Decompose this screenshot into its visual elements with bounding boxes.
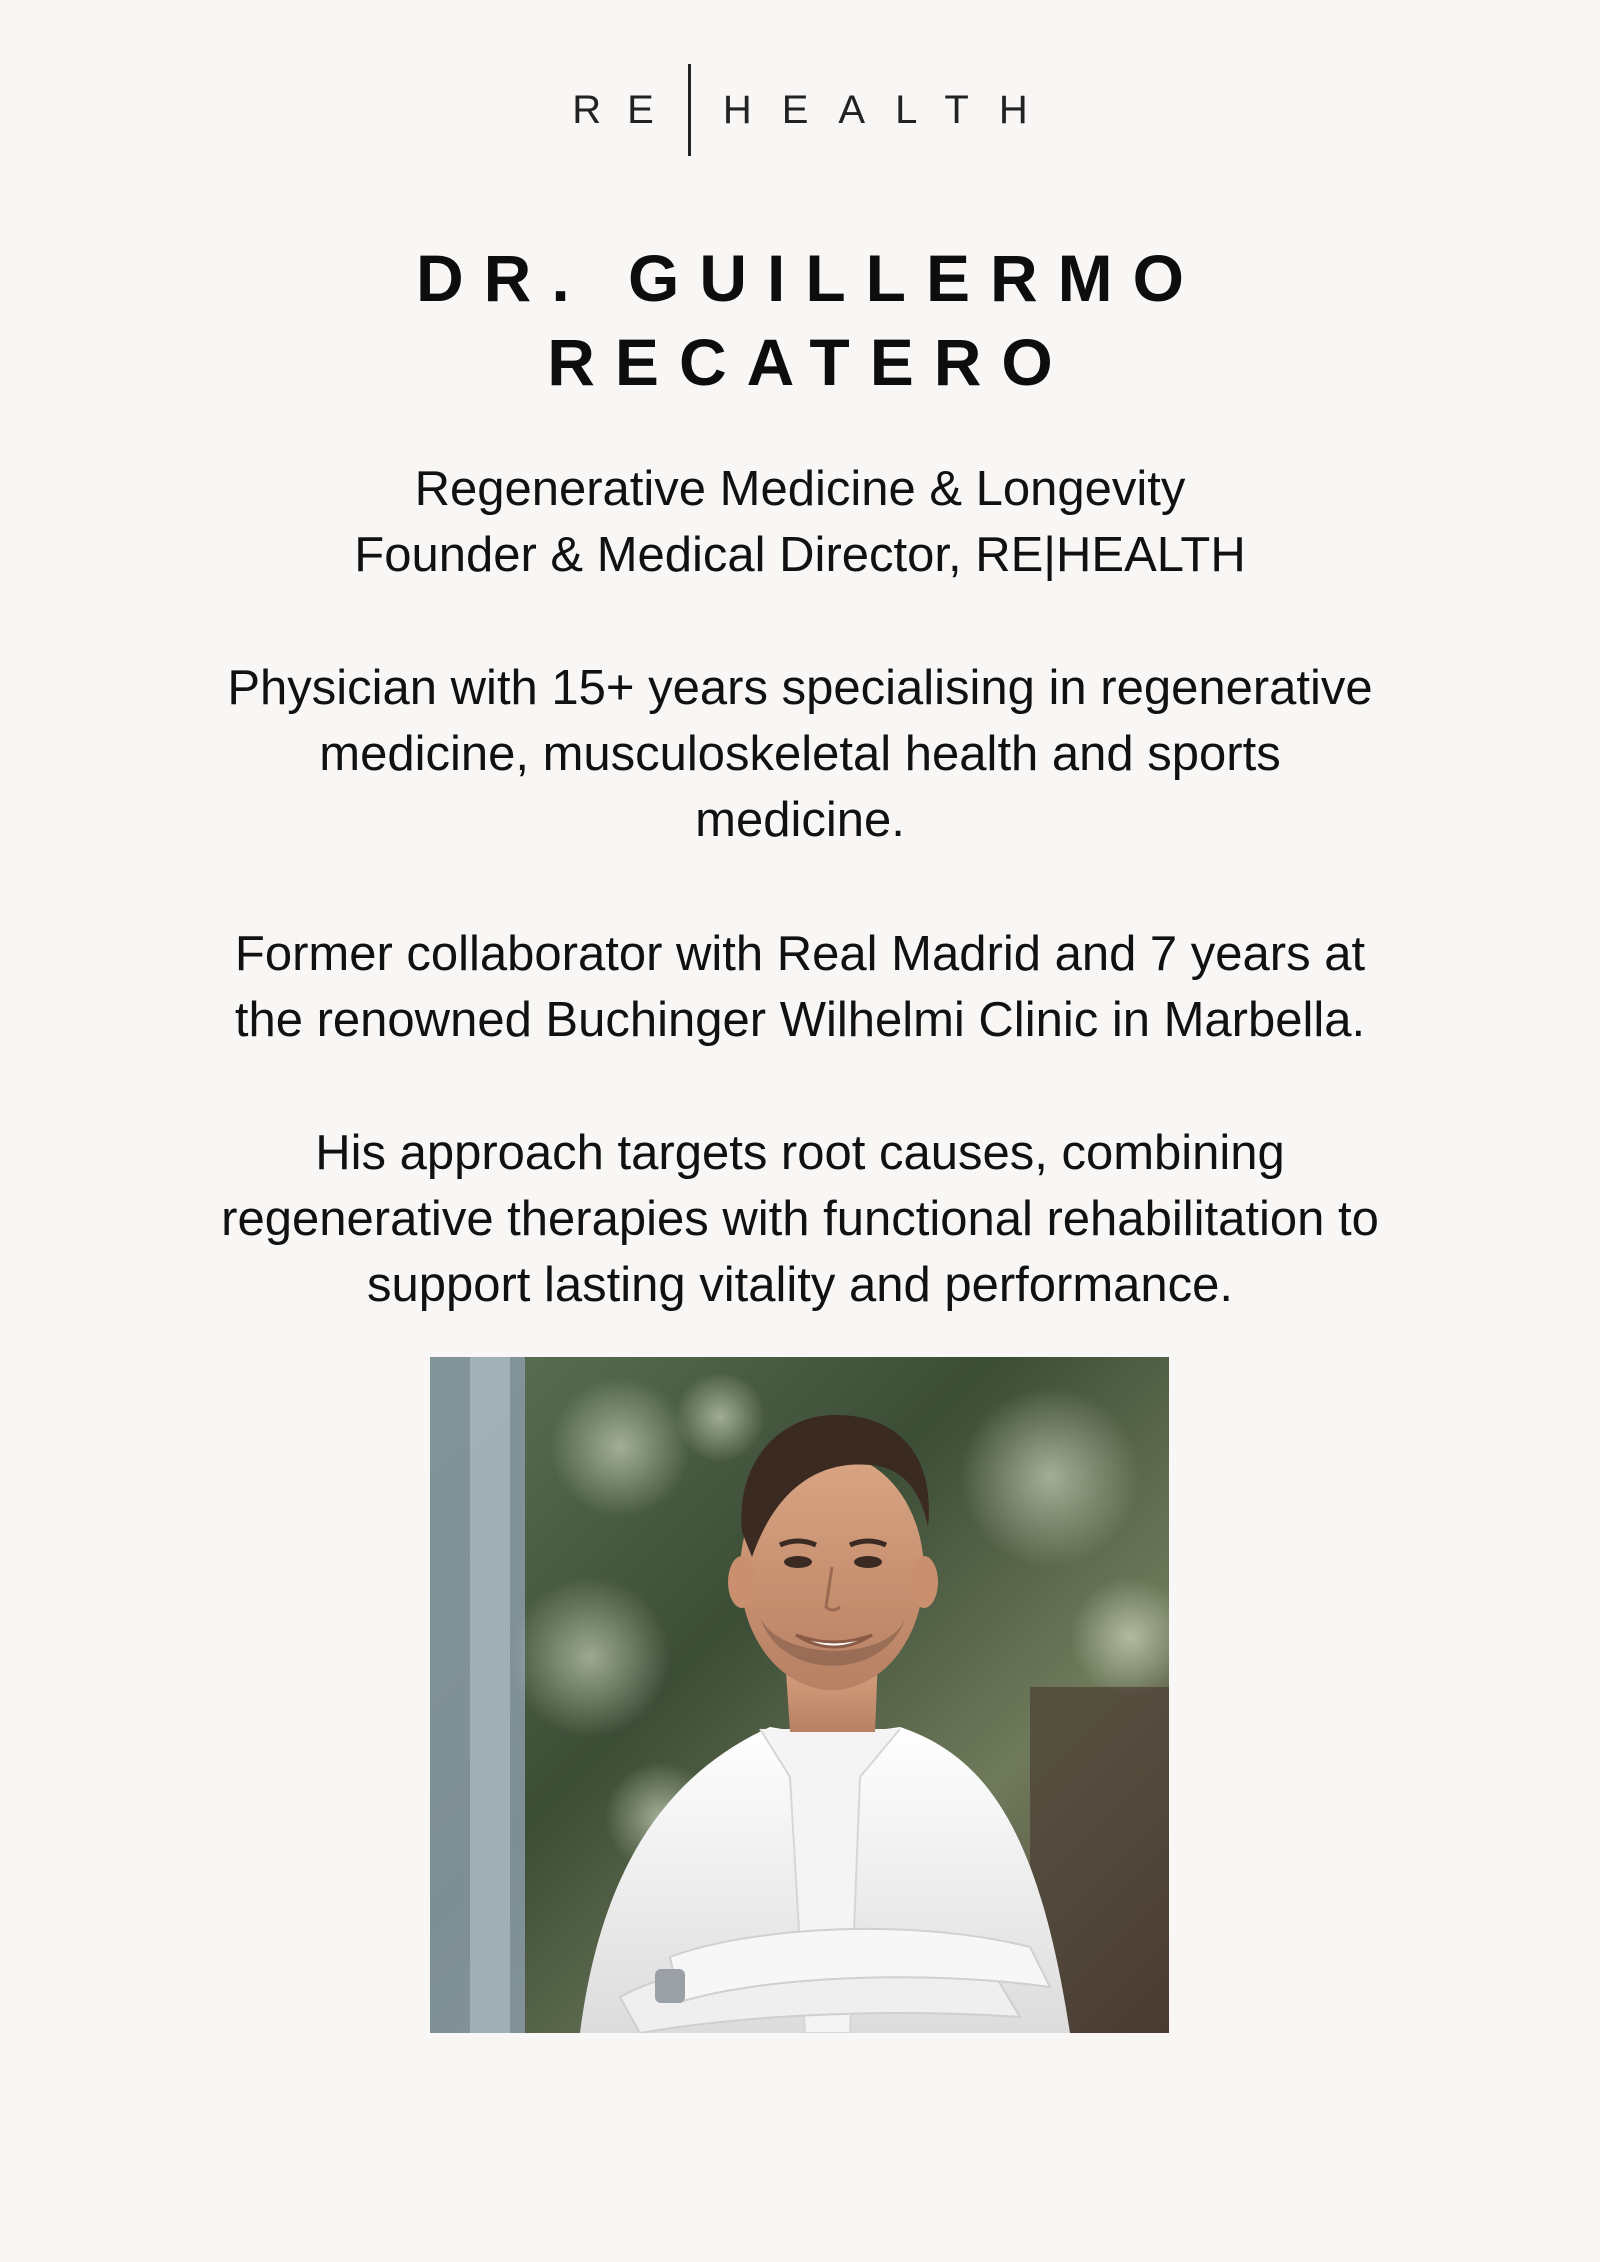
doctor-name-line-1: DR. GUILLERMO xyxy=(416,241,1204,315)
bio-line: the renowned Buchinger Wilhelmi Clinic in Marbella. xyxy=(234,993,1366,1047)
logo-divider xyxy=(688,64,691,156)
bio-paragraph-approach xyxy=(0,1120,1600,1318)
doctor-portrait-photo xyxy=(430,1357,1169,2033)
portrait-illustration xyxy=(430,1357,1169,2033)
doctor-name xyxy=(0,236,1600,404)
doctor-name-line-2: RECATERO xyxy=(547,325,1073,399)
bio-line: support lasting vitality and performance. xyxy=(366,1258,1234,1312)
role-specialty: Regenerative Medicine & Longevity xyxy=(414,462,1186,516)
bio-line: Physician with 15+ years specialising in regenerative xyxy=(227,661,1373,715)
brand-logo xyxy=(0,64,1600,156)
bio-line: regenerative therapies with functional rehabilitation to xyxy=(221,1192,1379,1246)
bio-line: medicine. xyxy=(695,793,905,847)
logo-text-health: HEALTH xyxy=(722,87,1058,132)
bio-line: His approach targets root causes, combining xyxy=(315,1126,1285,1180)
role-position: Founder & Medical Director, RE|HEALTH xyxy=(354,528,1246,582)
doctor-roles xyxy=(0,456,1600,588)
bio-paragraph-experience xyxy=(0,655,1600,853)
logo-text-re: RE xyxy=(572,87,680,132)
bio-line: Former collaborator with Real Madrid and 7 years at xyxy=(234,927,1366,981)
bio-line: medicine, musculoskeletal health and sports xyxy=(319,727,1281,781)
bio-paragraph-background xyxy=(0,921,1600,1053)
